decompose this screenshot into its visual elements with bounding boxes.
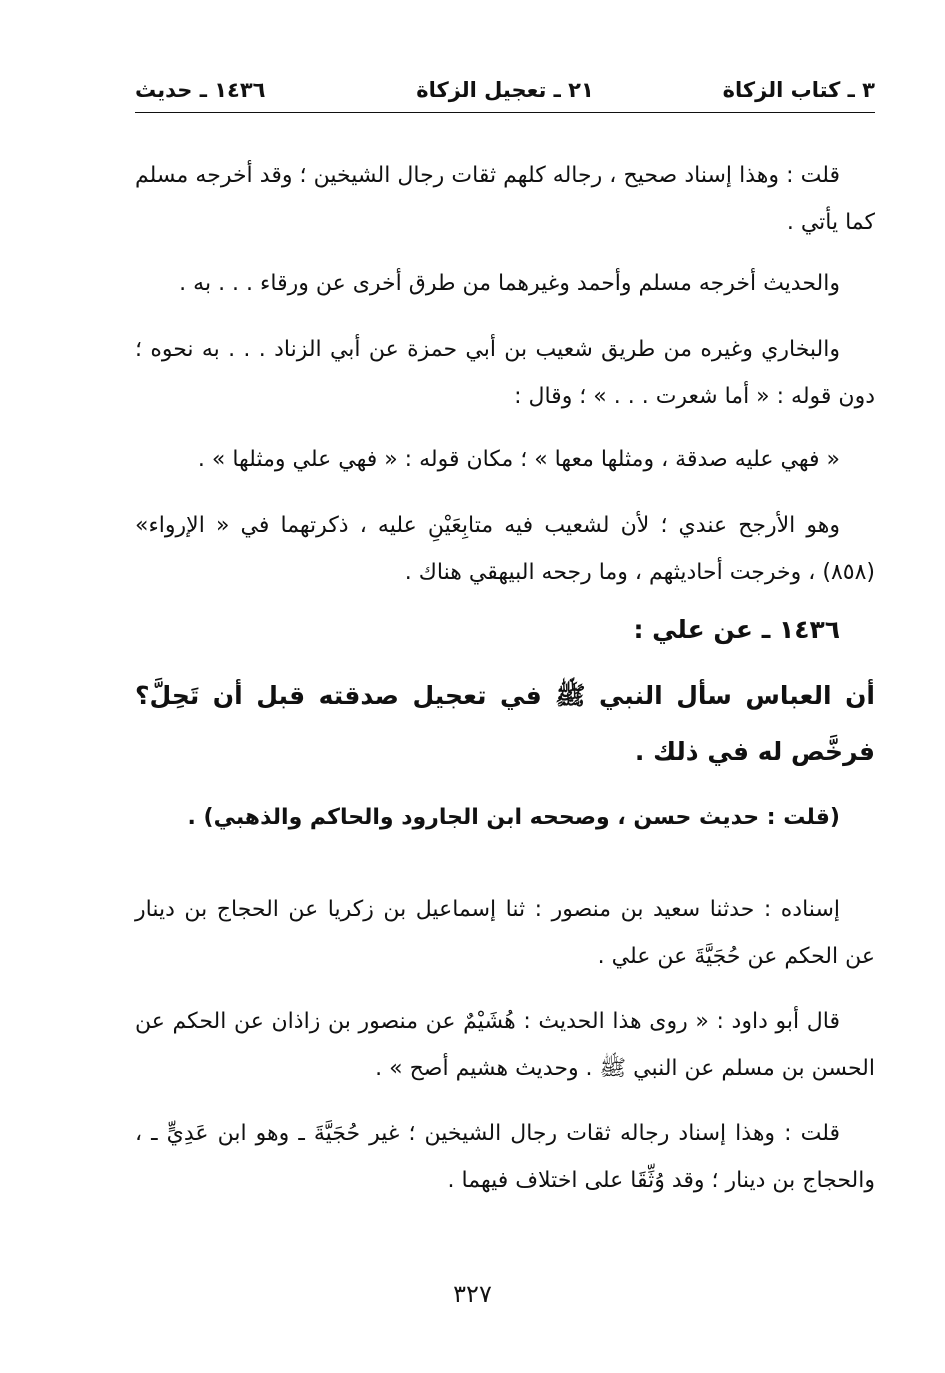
paragraph: والحديث أخرجه مسلم وأحمد وغيرهما من طرق أخرى عن ورقاء . . . به . bbox=[179, 271, 840, 296]
commentary-paragraph: قال أبو داود : « روى هذا الحديث : هُشَيْمٌ عن منصور بن زاذان عن الحكم عن الحسن بن مسلم عن النبي ﷺ . وحديث هشيم أصح » . bbox=[135, 1009, 875, 1081]
section-title: ٢١ ـ تعجيل الزكاة bbox=[416, 78, 594, 102]
running-header bbox=[135, 72, 875, 112]
chapter-title: ٣ ـ كتاب الزكاة bbox=[722, 78, 875, 102]
hadith-reference: ١٤٣٦ ـ حديث bbox=[135, 78, 266, 102]
hadith-text: أن العباس سأل النبي ﷺ في تعجيل صدقته قبل أن تَحِلَّ؟ فرخَّص له في ذلك . bbox=[135, 681, 875, 766]
commentary-paragraph: إسناده : حدثنا سعيد بن منصور : ثنا إسماعيل بن زكريا عن الحجاج بن دينار عن الحكم عن حُجَيَّةَ عن علي . bbox=[135, 897, 875, 969]
paragraph: « فهي عليه صدقة ، ومثلها معها » ؛ مكان قوله : « فهي علي ومثلها » . bbox=[197, 447, 840, 472]
header-divider bbox=[135, 112, 875, 113]
page-number: ٣٢٧ bbox=[453, 1280, 492, 1308]
paragraph: قلت : وهذا إسناد صحيح ، رجاله كلهم ثقات رجال الشيخين ؛ وقد أخرجه مسلم كما يأتي . bbox=[135, 163, 875, 235]
hadith-number-heading: ١٤٣٦ ـ عن علي : bbox=[633, 615, 840, 644]
paragraph: وهو الأرجح عندي ؛ لأن لشعيب فيه متابِعَيْنِ عليه ، ذكرتهما في « الإرواء» (٨٥٨) ، وخرجت أحاديثهم ، وما رجحه البيهقي هناك . bbox=[135, 513, 875, 585]
commentary-paragraph: قلت : وهذا إسناد رجاله ثقات رجال الشيخين ؛ غير حُجَيَّةَ ـ وهو ابن عَدِيٍّ ـ ، والحجاج بن دينار ؛ وقد وُثِّقَا على اختلاف فيهما . bbox=[135, 1121, 875, 1193]
hadith-grading: (قلت : حديث حسن ، وصححه ابن الجارود والحاكم والذهبي) . bbox=[187, 805, 840, 830]
paragraph: والبخاري وغيره من طريق شعيب بن أبي حمزة عن أبي الزناد . . . به نحوه ؛ دون قوله : « أما شعرت . . . » ؛ وقال : bbox=[135, 337, 875, 409]
